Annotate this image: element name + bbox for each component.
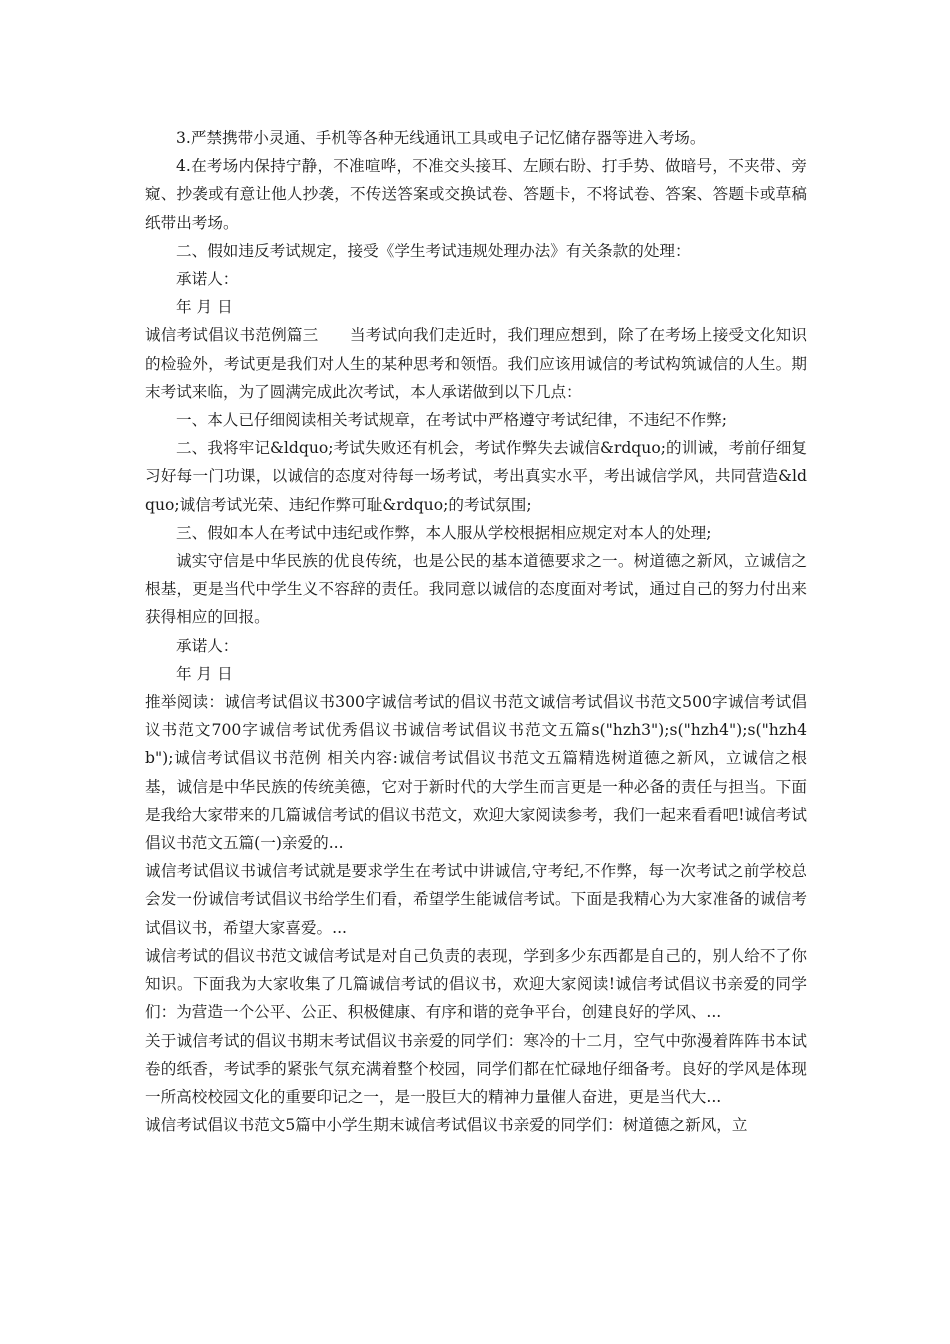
- related-article-4: 诚信考试倡议书范文5篇中小学生期末诚信考试倡议书亲爱的同学们：树道德之新风，立: [145, 1116, 748, 1135]
- violation-clause: 二、假如违反考试规定，接受《学生考试违规处理办法》有关条款的处理：: [176, 241, 691, 260]
- rule-item-3: 3.严禁携带小灵通、手机等各种无线通讯工具或电子记忆储存器等进入考场。: [176, 129, 706, 147]
- signer-label: 承诺人：: [176, 270, 239, 289]
- date-line: 年 月 日: [176, 298, 233, 317]
- rule-item-4: 4.在考场内保持宁静，不准喧哗，不准交头接耳、左顾右盼、打手势、做暗号，不夹带、旁窥、抄袭或有意让他人抄袭，不传送答案或交换试卷、答题卡，不将试卷、答案、答题卡或草稿纸带出考场。: [145, 157, 807, 232]
- pledge-item-2: 二、我将牢记&ldquo;考试失败还有机会，考试作弊失去诚信&rdquo;的训诫，考前仔细复习好每一门功课，以诚信的态度对待每一场考试，考出真实水平，考出诚信学风，共同营造&ldquo;诚信考试光荣、违纪作弊可耻&rdquo;的考试氛围;: [145, 439, 807, 514]
- example-three-intro: 诚信考试倡议书范例篇三 当考试向我们走近时，我们理应想到，除了在考场上接受文化知识的检验外，考试更是我们对人生的某种思考和领悟。我们应该用诚信的考试构筑诚信的人生。期末考试来临，为了圆满完成此次考试，本人承诺做到以下几点：: [145, 326, 807, 401]
- pledge-item-3: 三、假如本人在考试中违纪或作弊，本人服从学校根据相应规定对本人的处理;: [176, 523, 712, 542]
- related-article-1: 诚信考试倡议书诚信考试就是要求学生在考试中讲诚信,守考纪,不作弊，每一次考试之前学校总会发一份诚信考试倡议书给学生们看，希望学生能诚信考试。下面是我精心为大家准备的诚信考试倡议书，希望大家喜爱。...: [145, 862, 807, 937]
- pledge-item-1: 一、本人已仔细阅读相关考试规章，在考试中严格遵守考试纪律，不违纪不作弊;: [176, 411, 728, 430]
- date-line-2: 年 月 日: [176, 664, 233, 683]
- related-article-2: 诚信考试的倡议书范文诚信考试是对自己负责的表现，学到多少东西都是自己的，别人给不了你知识。下面我为大家收集了几篇诚信考试的倡议书，欢迎大家阅读!诚信考试倡议书亲爱的同学们：为营造一个公平、公正、积极健康、有序和谐的竞争平台，创建良好的学风、...: [145, 946, 807, 1022]
- signer-label-2: 承诺人：: [176, 636, 239, 655]
- closing-paragraph: 诚实守信是中华民族的优良传统，也是公民的基本道德要求之一。树道德之新风，立诚信之根基，更是当代中学生义不容辞的责任。我同意以诚信的态度面对考试，通过自己的努力付出来获得相应的回报。: [145, 552, 807, 627]
- recommended-reading: 推举阅读：诚信考试倡议书300字诚信考试的倡议书范文诚信考试倡议书范文500字诚信考试倡议书范文700字诚信考试优秀倡议书诚信考试倡议书范文五篇s("hzh3");s("hzh4");s("hzh4b");诚信考试倡议书范例 相关内容:诚信考试倡议书范文五篇精选树道德之新风，立诚信之根基，诚信是中华民族的传统美德，它对于新时代的大学生而言更是一种必备的责任与担当。下面是我给大家带来的几篇诚信考试的倡议书范文，欢迎大家阅读参考，我们一起来看看吧!诚信考试倡议书范文五篇(一)亲爱的...: [145, 693, 807, 853]
- document-body: [145, 124, 807, 1139]
- related-article-3: 关于诚信考试的倡议书期末考试倡议书亲爱的同学们：寒冷的十二月，空气中弥漫着阵阵书本试卷的纸香，考试季的紧张气氛充满着整个校园，同学们都在忙碌地仔细备考。良好的学风是体现一所高校校园文化的重要印记之一，是一股巨大的精神力量催人奋进，更是当代大...: [145, 1031, 807, 1106]
